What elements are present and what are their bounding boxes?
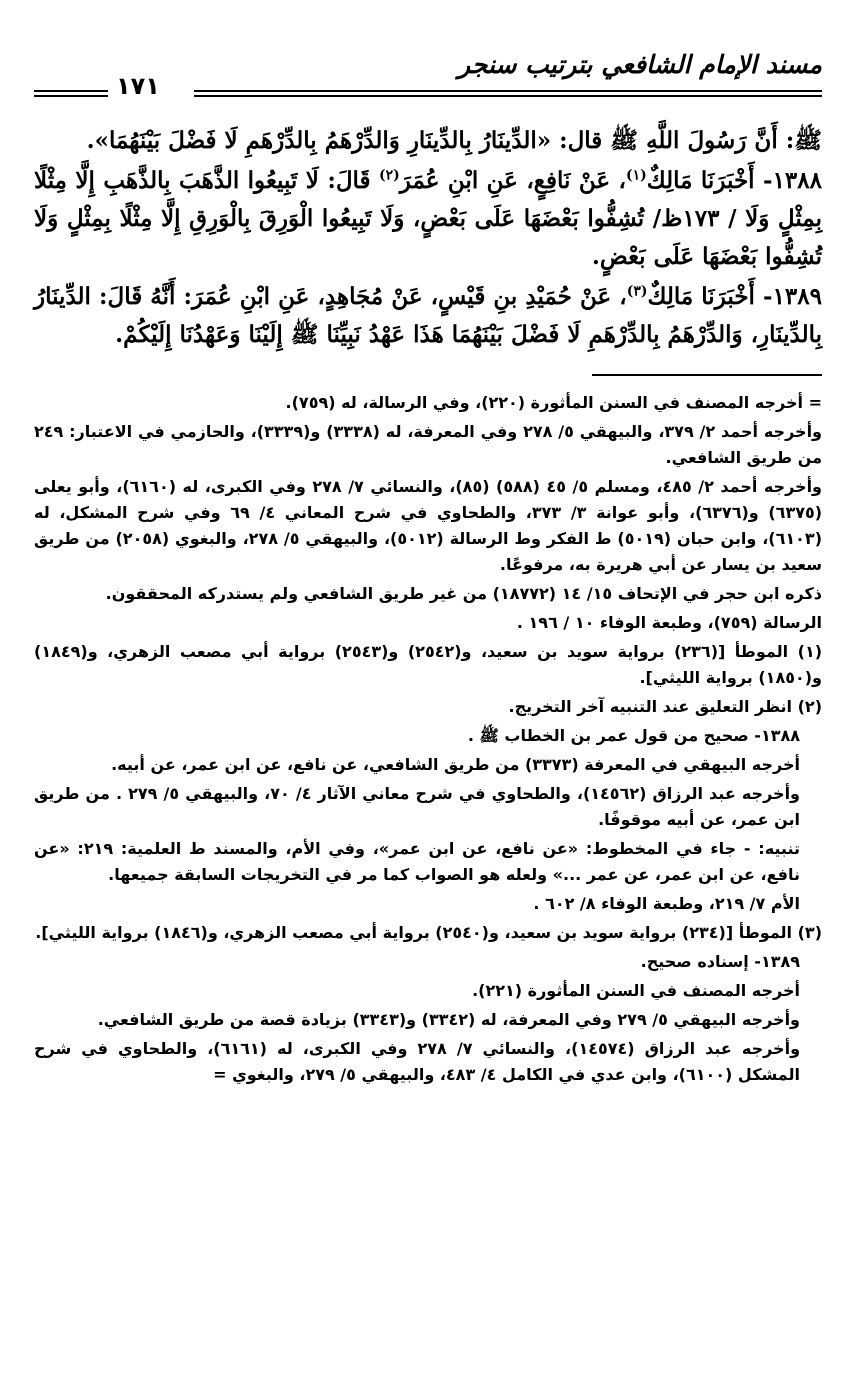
- note-line: وأخرجه عبد الرزاق (١٤٥٦٢)، والطحاوي في شرح معاني الآثار ٤/ ٧٠، والبيهقي ٥/ ٢٧٩ . من طريق ابن عمر، عن أبيه موقوفًا.: [34, 784, 801, 829]
- header-rule-left-double: [34, 95, 108, 97]
- header-rule-double: [194, 95, 822, 97]
- note-line: الأم ٧/ ٢١٩، وطبعة الوفاء ٨/ ٦٠٢ .: [533, 894, 800, 913]
- running-title: مسند الإمام الشافعي بترتيب سنجر: [458, 50, 822, 79]
- footnote-3: (٣) الموطأ [(٢٣٤) برواية سويد بن سعيد، و(٢٥٤٠) برواية أبي مصعب الزهري، و(١٨٤٦) برواية الليثي].: [35, 923, 822, 942]
- hadith-1389: [34, 278, 822, 354]
- note-line: تنبيه: - جاء في المخطوط: «عن نافع، عن ابن عمر»، وفي الأم، والمسند ط العلمية: ٢١٩: «عن نافع، عن ابن عمر، عن عمر ...» ولعله هو الصواب كما مر في التخريجات السابقة جميعها.: [34, 839, 800, 884]
- hadith-1389-part-b: ، عَنْ حُمَيْدِ بنِ قَيْسٍ، عَنْ مُجَاهِدٍ، عَنِ ابْنِ عُمَرَ: أَنَّهُ قَالَ: الدِّينَارُ بِالدِّينَارِ، وَالدِّرْهَمُ بِالدِّرْهَمِ لَا فَضْلَ بَيْنَهُمَا هَذَا عَهْدُ نَبِيِّنَا ﷺ إِلَيْنَا وَعَهْدُنَا إِلَيْكُمْ.: [34, 283, 822, 348]
- footnote-1: (١) الموطأ [(٢٣٦) برواية سويد بن سعيد، و(٢٥٤٢) و(٢٥٤٣) برواية أبي مصعب الزهري، و(١٨٤٩) و(١٨٥٠) برواية الليثي].: [34, 642, 823, 687]
- note-line: وأخرجه أحمد ٢/ ٣٧٩، والبيهقي ٥/ ٢٧٨ وفي المعرفة، له (٣٣٣٨) و(٣٣٣٩)، والحازمي في الاعتبار: ٢٤٩ من طريق الشافعي.: [34, 422, 823, 467]
- note-line: وأخرجه عبد الرزاق (١٤٥٧٤)، والنسائي ٧/ ٢٧٨ وفي الكبرى، له (٦١٦١)، والطحاوي في شرح المشكل (٦١٠٠)، وابن عدي في الكامل ٤/ ٤٨٣، والبيهقي ٥/ ٢٧٩، والبغوي =: [34, 1039, 801, 1084]
- note-line: ذكره ابن حجر في الإتحاف ١٥/ ١٤ (١٨٧٧٢) من غير طريق الشافعي ولم يستدركه المحققون.: [105, 584, 822, 603]
- footnote-ref-1[interactable]: (١): [625, 167, 647, 184]
- note-line: وأخرجه أحمد ٢/ ٤٨٥، ومسلم ٥/ ٤٥ (٥٨٨) (٨٥)، والنسائي ٧/ ٢٧٨ وفي الكبرى، له (٦١٦٠)، وأبو يعلى (٦٣٧٥) و(٦٣٧٦)، وأبو عوانة ٣/ ٣٧٣، والطحاوي في شرح المعاني ٤/ ٦٩ وفي شرح المشكل، له (٦١٠٣)، وابن حبان (٥٠١٩) ط الفكر وط الرسالة (٥٠١٢)، والبيهقي ٥/ ٢٧٨، والبغوي (٢٠٥٨) من طريق سعيد بن يسار عن أبي هريرة به، مرفوعًا.: [34, 477, 823, 574]
- header-rule: [194, 90, 822, 92]
- hadith-paragraph: ﷺ: أَنَّ رَسُولَ اللَّهِ ﷺ قال: «الدِّينَارُ بِالدِّينَارِ وَالدِّرْهَمُ بِالدِّرْهَمِ لَا فَضْلَ بَيْنَهُمَا».: [86, 127, 822, 154]
- header-rule-left: [34, 90, 108, 92]
- footnotes: [34, 390, 822, 1088]
- note-line: وأخرجه البيهقي ٥/ ٢٧٩ وفي المعرفة، له (٣٣٤٢) و(٣٣٤٣) بزيادة قصة من طريق الشافعي.: [97, 1010, 800, 1029]
- hadith-1388-part-a: ١٣٨٨- أَخْبَرَنَا مَالِكٌ: [646, 167, 822, 194]
- page-number: ١٧١: [116, 72, 160, 100]
- note-line: أخرجه المصنف في السنن المأثورة (٢٢١).: [472, 981, 800, 1000]
- hadith-1388-part-c: قَالَ: لَا تَبِيعُوا الذَّهَبَ بِالذَّهَبِ إِلَّا مِثْلًا بِمِثْلٍ وَلَا / ١٧٣ظ/ تُشِفُّوا بَعْضَهَا عَلَى بَعْضٍ، وَلَا تَبِيعُوا الْوَرِقَ بِالْوَرِقِ إِلَّا مِثْلًا بِمِثْلٍ وَلَا تُشِفُّوا بَعْضَهَا عَلَى بَعْضٍ.: [34, 167, 822, 270]
- takhrij-heading-1389: ١٣٨٩- إسناده صحيح.: [640, 952, 800, 971]
- running-header: [34, 50, 822, 104]
- hadith-1388-part-b: ، عَنْ نَافِعٍ، عَنِ ابْنِ عُمَرَ: [399, 167, 626, 194]
- footnote-2: (٢) انظر التعليق عند التنبيه آخر التخريج.: [508, 697, 822, 716]
- main-hadith-text: [34, 122, 822, 354]
- note-line: الرسالة (٧٥٩)، وطبعة الوفاء ١٠ / ١٩٦ .: [516, 613, 822, 632]
- book-page: [34, 50, 822, 1350]
- takhrij-heading-1388: ١٣٨٨- صحيح من قول عمر بن الخطاب ﷺ .: [467, 726, 800, 745]
- footnote-ref-3[interactable]: (٣): [626, 283, 648, 300]
- footnote-separator: [592, 374, 822, 376]
- note-line: أخرجه البيهقي في المعرفة (٣٣٧٣) من طريق الشافعي، عن نافع، عن ابن عمر، عن أبيه.: [111, 755, 800, 774]
- footnote-ref-2[interactable]: (٢): [378, 167, 400, 184]
- note-line: = أخرجه المصنف في السنن المأثورة (٢٢٠)، وفي الرسالة، له (٧٥٩).: [285, 393, 822, 412]
- hadith-1388: [34, 162, 822, 276]
- hadith-1389-part-a: ١٣٨٩- أَخْبَرَنَا مَالِكٌ: [647, 283, 822, 310]
